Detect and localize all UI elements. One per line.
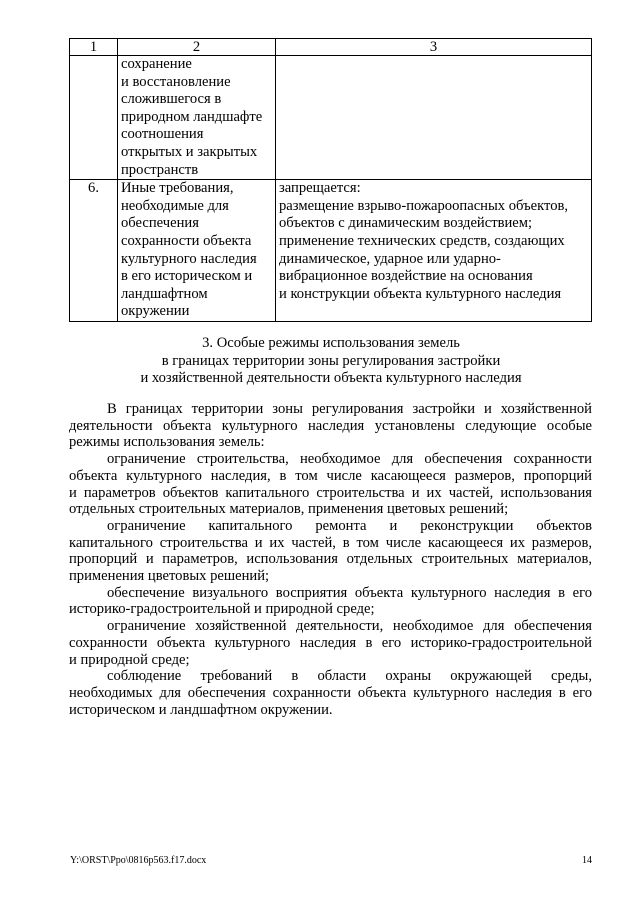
cell-line: пространств (121, 161, 199, 178)
text-line: режимы использования земель: (69, 434, 265, 451)
paragraph (69, 668, 592, 718)
paragraph (69, 451, 592, 518)
cell-line: соотношения (121, 126, 204, 143)
table-header-cell: 1 (70, 39, 118, 56)
section-heading (70, 335, 592, 388)
text-line: пропорций и параметров, использования отдельных строительных материалов, (69, 551, 592, 568)
cell-line: вибрационное воздействие на основания (279, 268, 533, 285)
cell-line: объектов с динамическим воздействием; (279, 215, 533, 232)
paragraph (69, 585, 592, 618)
paragraph (69, 518, 592, 585)
text-line: объекта культурного наследия, в том числе касающееся размеров, пропорций (69, 467, 592, 484)
cell-line: размещение взрыво-пожароопасных объектов, (279, 197, 569, 214)
requirement-cell (118, 56, 276, 180)
table-header-cell: 3 (276, 39, 592, 56)
table-header-cell: 2 (118, 39, 276, 56)
cell-line: природном ландшафте (121, 108, 263, 125)
cell-line: ландшафтном (121, 285, 208, 302)
cell-line: и восстановление (121, 73, 231, 90)
body-text (69, 401, 592, 718)
cell-line: сохранности объекта (121, 232, 252, 249)
section-heading-line: и хозяйственной деятельности объекта культурного наследия (140, 370, 522, 386)
text-line: и природной среде; (69, 651, 190, 668)
text-line: ограничение хозяйственной деятельности, необходимое для обеспечения (107, 618, 592, 635)
text-line: историко-градостроительной и природной среде; (69, 601, 375, 618)
text-line: ограничение строительства, необходимое для обеспечения сохранности (107, 451, 592, 468)
row-number-cell: 6. (70, 180, 118, 322)
text-line: применения цветовых решений; (69, 568, 270, 585)
cell-line: в его историческом и (121, 268, 253, 285)
paragraph (69, 618, 592, 668)
text-line: капитального строительства и их частей, в том числе касающееся их размеров, (69, 534, 592, 551)
text-line: отдельных строительных материалов, применения цветовых решений; (69, 501, 509, 518)
text-line: историческом и ландшафтном окружении. (69, 701, 333, 718)
cell-line: культурного наследия (121, 250, 257, 267)
requirements-table (69, 38, 592, 322)
cell-line: динамическое, ударное или ударно- (279, 250, 501, 267)
text-line: ограничение капитального ремонта и реконструкции объектов (107, 517, 592, 534)
section-heading-line: в границах территории зоны регулирования застройки (161, 352, 501, 369)
cell-line: и конструкции объекта культурного наследия (279, 285, 562, 302)
restriction-cell (276, 56, 592, 180)
cell-line: сохранение (121, 56, 192, 72)
paragraph (69, 401, 592, 451)
cell-line: сложившегося в (121, 91, 222, 108)
page-number: 14 (582, 855, 592, 866)
cell-line: окружении (121, 303, 190, 320)
requirement-cell (118, 180, 276, 322)
table-header-row (70, 39, 592, 56)
text-line: В границах территории зоны регулирования застройки и хозяйственной (107, 401, 592, 417)
text-line: и параметров объектов капитального строительства и их частей, использования (69, 484, 592, 501)
text-line: необходимых для обеспечения сохранности объекта культурного наследия в его (69, 684, 592, 701)
cell-line: открытых и закрытых (121, 143, 258, 160)
cell-line: Иные требования, (121, 180, 234, 197)
cell-line: обеспечения (121, 215, 199, 232)
restriction-cell (276, 180, 592, 322)
footer-file-path: Y:\ORST\Ppo\0816p563.f17.docx (70, 855, 207, 866)
section-heading-line: 3. Особые режимы использования земель (202, 335, 460, 351)
cell-line: необходимые для (121, 197, 229, 214)
text-line: деятельности объекта культурного наследия установлены следующие особые (69, 417, 592, 434)
cell-line: запрещается: (279, 180, 361, 197)
text-line: обеспечение визуального восприятия объекта культурного наследия в его (107, 584, 592, 601)
table-row (70, 180, 592, 322)
text-line: соблюдение требований в области охраны окружающей среды, (107, 668, 592, 685)
row-number-cell (70, 56, 118, 180)
text-line: сохранности объекта культурного наследия в его историко-градостроительной (69, 634, 592, 651)
cell-line: применение технических средств, создающих (279, 232, 565, 249)
table-row (70, 56, 592, 180)
